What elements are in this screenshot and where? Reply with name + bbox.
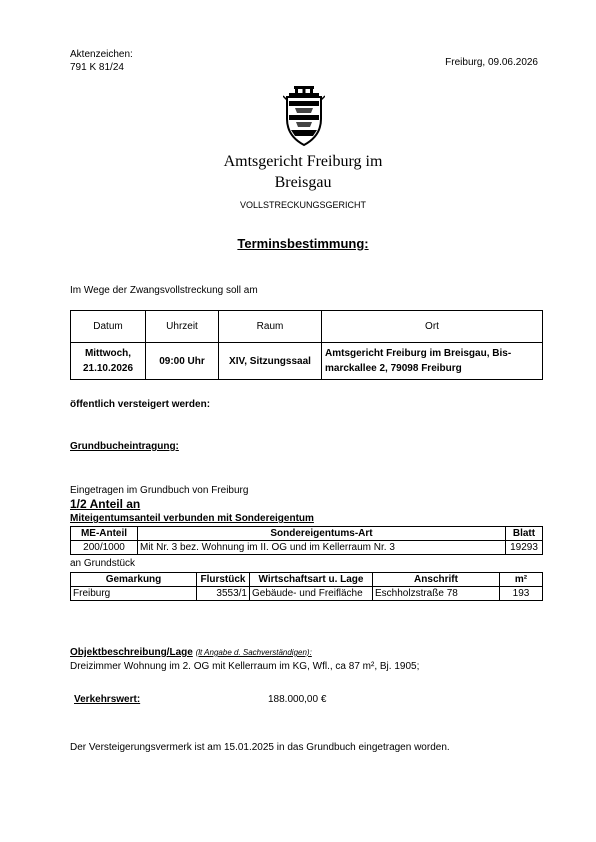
land-register-on-plot: an Grundstück [70,558,136,569]
unit-row [71,541,543,555]
plot-usage: Gebäude- und Freifläche [250,587,373,601]
plot-header-parcel: Flurstück [197,573,250,587]
plot-header-row [71,573,543,587]
land-register-registered-in: Eingetragen im Grundbuch von Freiburg [70,485,249,496]
plot-header-usage: Wirtschaftsart u. Lage [250,573,373,587]
file-reference-number: 791 K 81/24 [70,62,124,73]
market-value: 188.000,00 € [268,694,327,705]
schedule-place [322,343,543,380]
plot-parcel: 3553/1 [197,587,250,601]
plot-district: Freiburg [71,587,197,601]
unit-header-type: Sondereigentums-Art [138,527,506,541]
schedule-header-time: Uhrzeit [146,311,219,343]
file-reference [70,48,133,74]
place-date: Freiburg, 09.06.2026 [445,57,538,68]
object-heading-line [70,646,312,659]
schedule-place-line2: marckallee 2, 79098 Freiburg [325,363,462,374]
unit-header-sheet: Blatt [506,527,543,541]
footer-note: Der Versteigerungsvermerk ist am 15.01.2025 in das Grundbuch eingetragen worden. [70,742,450,753]
unit-type: Mit Nr. 3 bez. Wohnung im II. OG und im Kellerraum Nr. 3 [138,541,506,555]
schedule-row [71,343,543,380]
auction-text: öffentlich versteigert werden: [70,399,211,410]
schedule-date-weekday: Mittwoch, [84,348,132,359]
plot-header-address: Anschrift [373,573,500,587]
schedule-room: XIV, Sitzungssaal [219,343,322,380]
court-name-line1: Amtsgericht Freiburg im [223,153,383,170]
object-heading: Objektbeschreibung/Lage [70,647,193,658]
court-name-line2: Breisgau [274,174,332,191]
schedule-header-row [71,311,543,343]
plot-header-area: m² [500,573,543,587]
plot-area: 193 [500,587,543,601]
plot-row [71,587,543,601]
schedule-header-room: Raum [219,311,322,343]
object-description: Dreizimmer Wohnung im 2. OG mit Kellerraum im KG, Wfl., ca 87 m², Bj. 1905; [70,661,420,672]
unit-sheet: 19293 [506,541,543,555]
schedule-time: 09:00 Uhr [146,343,219,380]
schedule-table [70,310,543,380]
market-value-label: Verkehrswert: [74,694,141,705]
court-name [150,151,456,193]
court-department: VOLLSTRECKUNGSGERICHT [239,200,367,210]
document-title: Terminsbestimmung: [237,236,369,251]
intro-text: Im Wege der Zwangsvollstreckung soll am [70,285,258,296]
unit-table [70,526,543,555]
plot-header-district: Gemarkung [71,573,197,587]
unit-share: 200/1000 [71,541,138,555]
unit-header-share: ME-Anteil [71,527,138,541]
coat-of-arms-icon [283,86,325,148]
plot-address: Eschholzstraße 78 [373,587,500,601]
land-register-heading: Grundbucheintragung: [70,441,179,452]
schedule-header-date: Datum [71,311,146,343]
object-heading-note: (lt Angabe d. Sachverständigen): [195,648,312,657]
unit-header-row [71,527,543,541]
schedule-date-day: 21.10.2026 [82,363,134,374]
plot-table [70,572,543,601]
schedule-place-line1: Amtsgericht Freiburg im Breisgau, Bis- [325,348,512,359]
schedule-header-place: Ort [322,311,543,343]
file-reference-label: Aktenzeichen: [70,49,133,60]
schedule-date [71,343,146,380]
land-register-share: 1/2 Anteil an [70,497,141,511]
land-register-co-ownership: Miteigentumsanteil verbunden mit Sondereigentum [70,513,314,524]
